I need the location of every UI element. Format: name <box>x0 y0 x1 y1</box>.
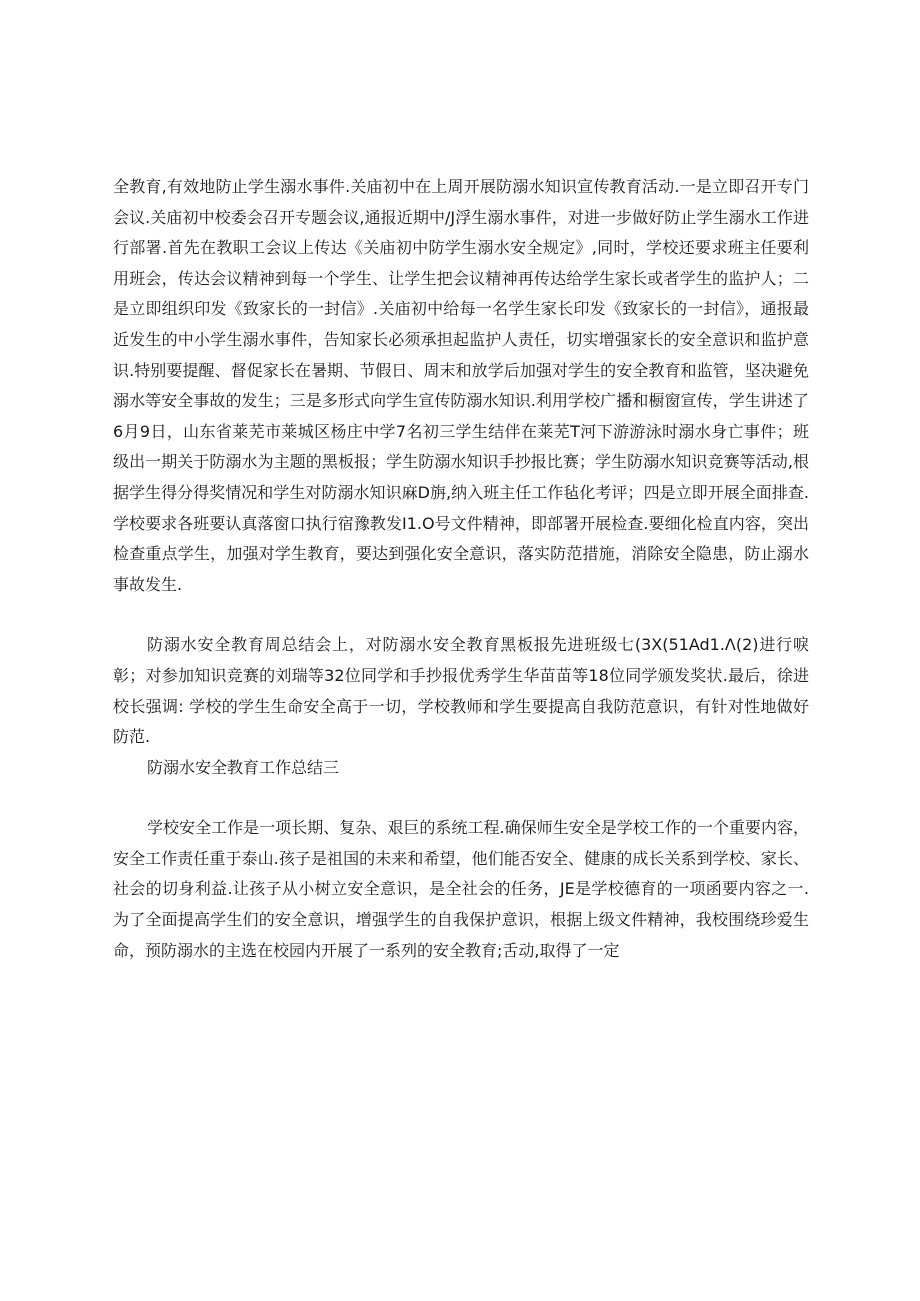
section-heading: 防溺水安全教育工作总结三 <box>147 757 340 777</box>
document-body <box>113 172 809 966</box>
paragraph-activities: 全教育,有效地防止学生溺水事件.关庙初中在上周开展防溺水知识宣传教育活动.一是立即召开专门会议.关庙初中校委会召开专题会议,通报近期中/J浮生溺水事件，对进一步做好防止学生溺水工作进行部署.首先在教职工会议上传达《关庙初中防学生溺水安全规定》,同时，学校还要求班主任要利用班会，传达会议精神到每一个学生、让学生把会议精神再传达给学生家长或者学生的监护人；二是立即组织印发《致家长的一封信》.关庙初中给每一名学生家长印发《致家长的一封信》，通报最近发生的中小学生溺水事件，告知家长必须承担起监护人责任，切实增强家长的安全意识和监护意识.特别要提醒、督促家长在暑期、节假日、周末和放学后加强对学生的安全教育和监管，坚决避免溺水等安全事故的发生；三是多形式向学生宣传防溺水知识.利用学校广播和橱窗宣传，学生讲述了6月9日，山东省莱芜市莱城区杨庄中学7名初三学生结伴在莱芜T河下游游泳时溺水身亡事件；班级出一期关于防溺水为主题的黑板报；学生防溺水知识手抄报比赛；学生防溺水知识竞赛等活动,根据学生得分得奖情况和学生对防溺水知识麻D旃,纳入班主任工作毡化考评；四是立即开展全面排查.学校要求各班要认真落窗口执行宿豫教发I1.O号文件精神，即部署开展检查.要细化检直内容，突出检查重点学生，加强对学生教育，要达到强化安全意识，落实防范措施，消除安全隐患，防止溺水事故发生. <box>113 177 809 594</box>
paragraph-safety-intro: 学校安全工作是一项长期、复杂、艰巨的系统工程.确保师生安全是学校工作的一个重要内容，安全工作责任重于泰山.孩子是祖国的未来和希望，他们能否安全、健康的成长关系到学校、家长、社会的切身利益.让孩子从小树立安全意识，是全社会的任务，JE是学校德育的一项函要内容之一.为了全面提高学生们的安全意识，增强学生的自我保护意识，根据上级文件精神，我校围绕珍爱生命，预防溺水的主选在校园内开展了一系列的安全教育;舌动,取得了一定 <box>113 818 809 960</box>
paragraph-summary-meeting: 防溺水安全教育周总结会上，对防溺水安全教育黑板报先进班级七(3X(51Ad1.Λ(2)进行唳彰；对参加知识竞赛的刘瑞等32位同学和手抄报优秀学生华苗苗等18位同学颁发奖状.最后，徐进校长强调: 学校的学生生命安全高于一切，学校教师和学生要提高自我防范意识，有针对性地做好防范. <box>113 635 809 747</box>
